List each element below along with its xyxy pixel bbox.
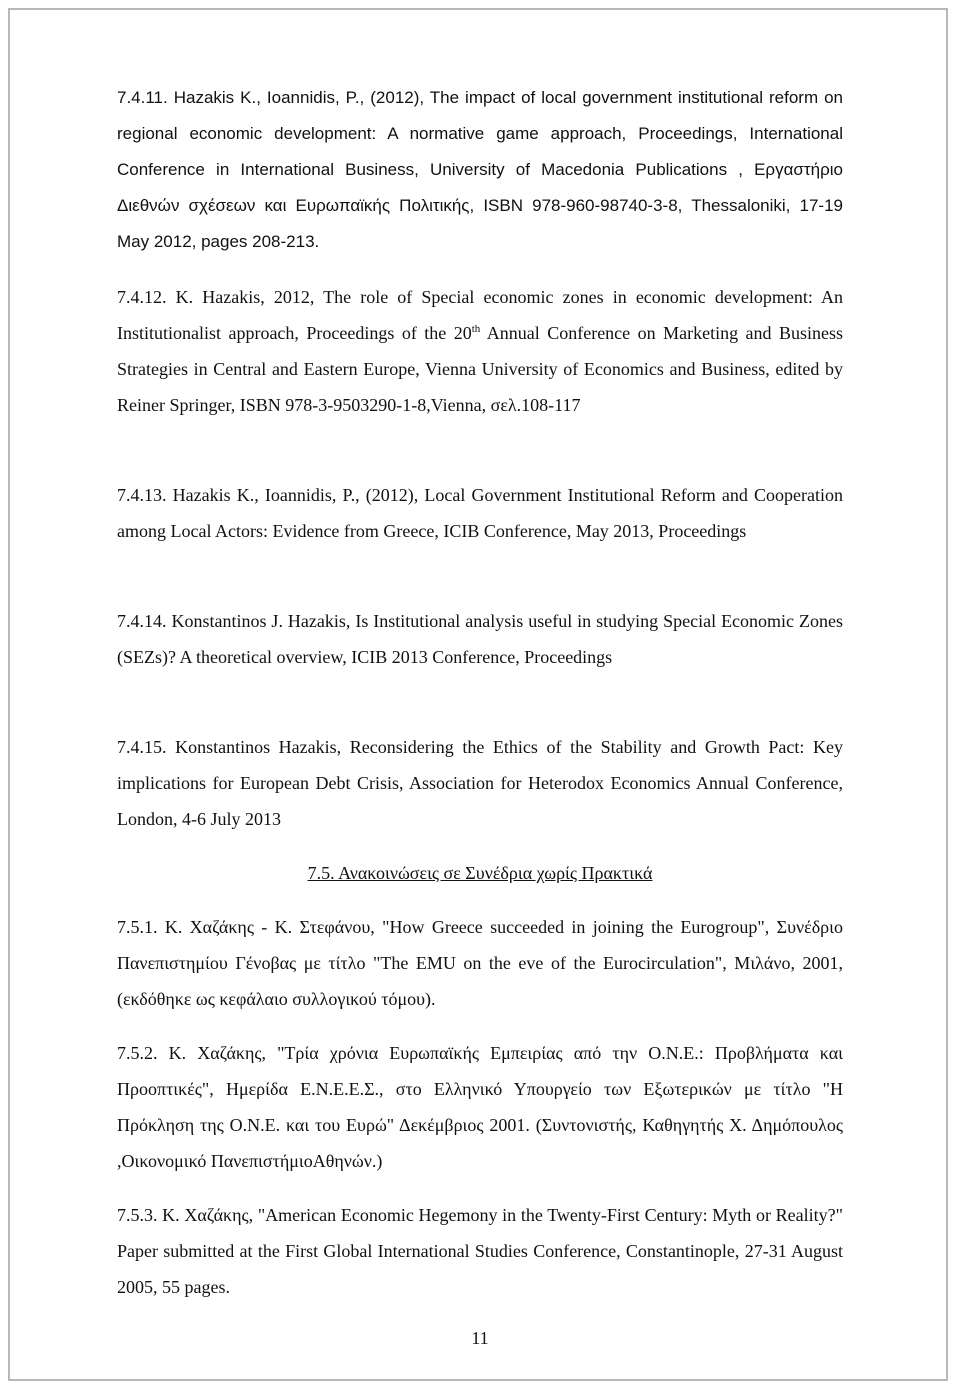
announcement-7-5-3: 7.5.3. Κ. Χαζάκης, "American Economic Hegemony in the Twenty-First Century: Myth or Reality?" Paper submitted at the First Global International Studies Conference, Constantinople, 27-31 August 2005, 55 pages. <box>117 1205 843 1297</box>
reference-text: Annual Conference on Marketing and Business Strategies in Central and Eastern Europe, Vienna University of Economics and Business, edited by Reiner Springer, ISBN 978-3-9503290-1-8,Vienna, σελ.108-117 <box>117 323 843 415</box>
page-number: 11 <box>471 1328 489 1348</box>
announcement-7-5-1: 7.5.1. Κ. Χαζάκης - Κ. Στεφάνου, "How Greece succeeded in joining the Eurogroup", Συνέδριο Πανεπιστημίου Γένοβας με τίτλο "The EMU on the eve of the Eurocirculation", Μιλάνο, 2001, (εκδόθηκε ως κεφάλαιο συλλογικού τόμου). <box>117 917 843 1009</box>
reference-7-4-15: 7.4.15. Konstantinos Hazakis, Reconsidering the Ethics of the Stability and Growth Pact: Key implications for European Debt Crisis, Association for Heterodox Economics Annual Conference, London, 4-6 July 2013 <box>117 737 843 829</box>
reference-text: 7.4.12. K. Hazakis, 2012, The role of Special economic zones in economic development: An Institutionalist approach, Proceedings of the 20 <box>117 287 843 343</box>
reference-7-4-11: 7.4.11. Hazakis K., Ioannidis, P., (2012), The impact of local government institutional reform on regional economic development: A normative game approach, Proceedings, International Conference in International Business, University of Macedonia Publications , Εργαστήριο Διεθνών σχέσεων και Ευρωπαϊκής Πολιτικής, ISBN 978-960-98740-3-8, Thessaloniki, 17-19 May 2012, pages 208-213. <box>117 88 843 251</box>
reference-7-4-13: 7.4.13. Hazakis K., Ioannidis, P., (2012), Local Government Institutional Reform and Cooperation among Local Actors: Evidence from Greece, ICIB Conference, May 2013, Proceedings <box>117 485 843 541</box>
section-heading <box>117 855 843 891</box>
reference-7-4-14: 7.4.14. Konstantinos J. Hazakis, Is Institutional analysis useful in studying Special Economic Zones (SEZs)? A theoretical overview, ICIB 2013 Conference, Proceedings <box>117 611 843 667</box>
ordinal-suffix: th <box>471 323 481 335</box>
announcement-7-5-2: 7.5.2. Κ. Χαζάκης, "Τρία χρόνια Ευρωπαϊκής Εμπειρίας από την Ο.Ν.Ε.: Προβλήματα και Προοπτικές", Ημερίδα Ε.Ν.Ε.Ε.Σ., στο Ελληνικό Υπουργείο των Εξωτερικών με τίτλο "Η Πρόκληση της Ο.Ν.Ε. και του Ευρώ" Δεκέμβριος 2001. (Συντονιστής, Καθηγητής Χ. Δημόπουλος ,Οικονομικό ΠανεπιστήμιοΑθηνών.) <box>117 1043 843 1171</box>
reference-7-4-12 <box>117 279 843 423</box>
section-heading-text: 7.5. Ανακοινώσεις σε Συνέδρια χωρίς Πρακτικά <box>307 863 653 883</box>
